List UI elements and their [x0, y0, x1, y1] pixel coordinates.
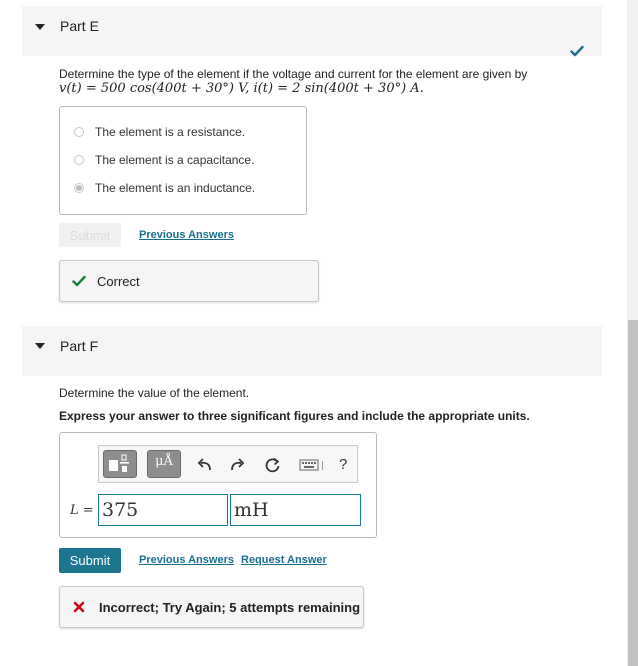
- templates-button[interactable]: [103, 450, 137, 478]
- part-f-title: Part F: [60, 338, 99, 354]
- equation-end: .: [419, 81, 424, 96]
- part-f-feedback: [59, 586, 364, 628]
- option-label: The element is a capacitance.: [95, 153, 255, 167]
- fraction-template-icon: [105, 452, 135, 476]
- units-button[interactable]: [147, 450, 181, 478]
- collapse-caret-icon[interactable]: [35, 343, 45, 349]
- radio-button[interactable]: [74, 155, 84, 165]
- option-capacitance[interactable]: [74, 150, 254, 170]
- part-e-equations: [59, 81, 424, 96]
- math-toolbar: [98, 445, 358, 483]
- value-input[interactable]: 375: [98, 494, 228, 526]
- radio-button-selected[interactable]: [74, 183, 84, 193]
- units-input[interactable]: mH: [230, 494, 361, 526]
- part-e-feedback: [59, 260, 319, 302]
- incorrect-x-icon: [73, 601, 85, 613]
- option-resistance[interactable]: [74, 122, 245, 142]
- equation-separator: ,: [245, 81, 254, 96]
- option-label: The element is a resistance.: [95, 125, 246, 139]
- correct-check-icon: [72, 275, 86, 287]
- part-f-instruction: Express your answer to three significant figures and include the appropriate units.: [59, 409, 530, 423]
- undo-icon[interactable]: [195, 455, 215, 475]
- part-f-header[interactable]: [22, 326, 602, 376]
- radio-button[interactable]: [74, 127, 84, 137]
- units-button-label: μÅ: [155, 454, 173, 469]
- redo-icon[interactable]: [227, 455, 247, 475]
- option-label: The element is an inductance.: [95, 181, 256, 195]
- part-e-title: Part E: [60, 18, 99, 34]
- feedback-text: Incorrect; Try Again; 5 attempts remaining: [99, 599, 361, 615]
- part-e-options: [59, 106, 307, 215]
- feedback-text: Correct: [97, 273, 140, 289]
- current-equation: i(t) = 2 sin(400t + 30°) A: [253, 81, 420, 96]
- part-e-question: Determine the type of the element if the voltage and current for the element are given by: [59, 67, 528, 81]
- part-e-complete-check-icon: [570, 45, 584, 57]
- part-e-submit-button[interactable]: Submit: [59, 223, 121, 247]
- part-f-submit-button[interactable]: Submit: [59, 548, 121, 573]
- scrollbar-thumb[interactable]: [628, 320, 638, 666]
- variable-label: L =: [70, 503, 94, 518]
- reset-icon[interactable]: [263, 455, 283, 475]
- collapse-caret-icon[interactable]: [35, 24, 45, 30]
- voltage-equation: v(t) = 500 cos(400t + 30°) V: [59, 81, 246, 96]
- part-f-question: Determine the value of the element.: [59, 386, 250, 400]
- part-f-previous-answers-link[interactable]: Previous Answers: [139, 554, 234, 566]
- keyboard-icon[interactable]: [299, 455, 325, 475]
- request-answer-link[interactable]: Request Answer: [241, 554, 327, 566]
- option-inductance[interactable]: [74, 178, 255, 198]
- part-e-previous-answers-link[interactable]: Previous Answers: [139, 229, 234, 241]
- answer-box: [59, 432, 377, 538]
- page-scrollbar[interactable]: [627, 0, 638, 666]
- help-icon[interactable]: ?: [339, 456, 348, 473]
- part-e-header[interactable]: [22, 6, 602, 56]
